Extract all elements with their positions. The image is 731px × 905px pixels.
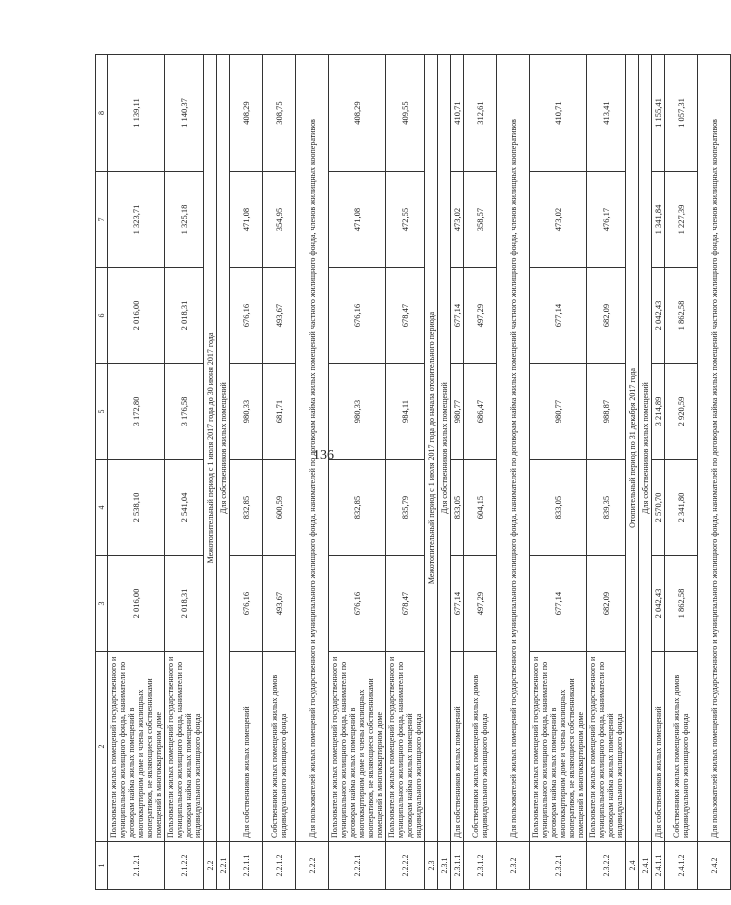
value-cell: 473,02 — [451, 172, 464, 268]
section-heading: Для пользователей жилых помещений государственного и муниципального жилищного фонда, нанимателей по договорам найма жилых помещений частного жилищного фонда, членов жилищных кооперативов — [698, 55, 731, 842]
row-code: 2.3.2.2 — [587, 842, 626, 890]
value-cell: 354,95 — [263, 172, 296, 268]
row-code: 2.3.1.2 — [464, 842, 497, 890]
value-cell: 2 016,00 — [108, 556, 165, 652]
value-cell: 988,87 — [587, 364, 626, 460]
table-row — [386, 55, 425, 890]
header-cell: 2 — [96, 652, 108, 842]
value-cell: 410,71 — [530, 55, 587, 172]
row-code: 2.4 — [626, 842, 639, 890]
section-heading: Для собственников жилых помещений — [639, 55, 652, 842]
section-heading: Для пользователей жилых помещений государственного и муниципального жилищного фонда, нанимателей по договорам найма жилых помещений частного жилищного фонда, членов жилищных кооперативов — [296, 55, 329, 842]
value-cell: 312,61 — [464, 55, 497, 172]
rotated-table-container — [95, 55, 719, 890]
value-cell: 493,67 — [263, 556, 296, 652]
value-cell: 600,59 — [263, 460, 296, 556]
value-cell: 2 920,59 — [665, 364, 698, 460]
row-code: 2.2.1.2 — [263, 842, 296, 890]
value-cell: 410,71 — [451, 55, 464, 172]
table-row — [438, 55, 451, 890]
value-cell: 3 214,89 — [652, 364, 665, 460]
table-row — [204, 55, 217, 890]
row-description: Пользователи жилых помещений государственного и муниципального жилищного фонда, наниматели по договорам найма жилых помещений в многоквартирном доме и члены жилищных кооперативов, не являющиеся собственниками помещений в многоквартирном доме — [108, 652, 165, 842]
value-cell: 408,29 — [329, 55, 386, 172]
section-heading: Для собственников жилых помещений — [438, 55, 451, 842]
value-cell: 1 227,39 — [665, 172, 698, 268]
row-description: Для собственников жилых помещений — [230, 652, 263, 842]
value-cell: 832,85 — [230, 460, 263, 556]
value-cell: 2 016,00 — [108, 268, 165, 364]
value-cell: 676,16 — [230, 268, 263, 364]
value-cell: 471,08 — [230, 172, 263, 268]
value-cell: 1 862,58 — [665, 268, 698, 364]
value-cell: 1 325,18 — [165, 172, 204, 268]
value-cell: 408,29 — [230, 55, 263, 172]
table-row — [217, 55, 230, 890]
value-cell: 2 541,04 — [165, 460, 204, 556]
row-code: 2.3 — [425, 842, 438, 890]
section-heading: Для собственников жилых помещений — [217, 55, 230, 842]
value-cell: 676,16 — [230, 556, 263, 652]
row-code: 2.2 — [204, 842, 217, 890]
value-cell: 2 018,31 — [165, 268, 204, 364]
header-cell: 4 — [96, 460, 108, 556]
value-cell: 677,14 — [451, 268, 464, 364]
value-cell: 832,85 — [329, 460, 386, 556]
table-row — [230, 55, 263, 890]
value-cell: 1 862,58 — [665, 556, 698, 652]
table-header-row — [96, 55, 108, 890]
row-code: 2.4.1.1 — [652, 842, 665, 890]
section-heading: Межотопительный период с 1 июля 2017 года до начала отопительного периода — [425, 55, 438, 842]
value-cell: 3 172,80 — [108, 364, 165, 460]
table-row — [626, 55, 639, 890]
row-code: 2.2.1 — [217, 842, 230, 890]
value-cell: 2 018,31 — [165, 556, 204, 652]
header-cell: 7 — [96, 172, 108, 268]
value-cell: 493,67 — [263, 268, 296, 364]
row-code: 2.2.1.1 — [230, 842, 263, 890]
tariff-table — [95, 54, 731, 890]
value-cell: 2 538,10 — [108, 460, 165, 556]
value-cell: 839,35 — [587, 460, 626, 556]
value-cell: 409,55 — [386, 55, 425, 172]
rotated-table — [95, 55, 719, 890]
row-code: 2.3.2.1 — [530, 842, 587, 890]
table-row — [530, 55, 587, 890]
value-cell: 676,16 — [329, 268, 386, 364]
value-cell: 1 341,84 — [652, 172, 665, 268]
row-code: 2.2.2 — [296, 842, 329, 890]
row-code: 2.4.2 — [698, 842, 731, 890]
header-cell: 5 — [96, 364, 108, 460]
value-cell: 682,09 — [587, 556, 626, 652]
row-code: 2.2.2.2 — [386, 842, 425, 890]
value-cell: 413,41 — [587, 55, 626, 172]
value-cell: 835,79 — [386, 460, 425, 556]
table-row — [108, 55, 165, 890]
table-row — [464, 55, 497, 890]
value-cell: 676,16 — [329, 556, 386, 652]
row-description: Пользователи жилых помещений государственного и муниципального жилищного фонда, наниматели по договорам найма жилых помещений в многоквартирном доме и члены жилищных кооперативов, не являющиеся собственниками помещений в многоквартирном доме — [329, 652, 386, 842]
header-cell: 8 — [96, 55, 108, 172]
table-row — [639, 55, 652, 890]
value-cell: 678,47 — [386, 268, 425, 364]
table-row — [698, 55, 731, 890]
row-description: Для собственников жилых помещений — [652, 652, 665, 842]
table-row — [329, 55, 386, 890]
value-cell: 604,15 — [464, 460, 497, 556]
value-cell: 2 042,43 — [652, 556, 665, 652]
page-number: 136 — [313, 448, 334, 463]
value-cell: 681,71 — [263, 364, 296, 460]
value-cell: 984,11 — [386, 364, 425, 460]
table-row — [665, 55, 698, 890]
value-cell: 980,33 — [329, 364, 386, 460]
value-cell: 472,55 — [386, 172, 425, 268]
value-cell: 3 176,58 — [165, 364, 204, 460]
value-cell: 677,14 — [530, 268, 587, 364]
value-cell: 358,57 — [464, 172, 497, 268]
value-cell: 980,77 — [530, 364, 587, 460]
row-code: 2.1.2.2 — [165, 842, 204, 890]
row-description: Для собственников жилых помещений — [451, 652, 464, 842]
row-description: Пользователи жилых помещений государственного и муниципального жилищного фонда, наниматели по договорам найма жилых помещений индивидуального жилищного фонда — [386, 652, 425, 842]
value-cell: 2 570,70 — [652, 460, 665, 556]
value-cell: 1 323,71 — [108, 172, 165, 268]
header-cell: 6 — [96, 268, 108, 364]
value-cell: 471,08 — [329, 172, 386, 268]
table-row — [652, 55, 665, 890]
table-row — [296, 55, 329, 890]
value-cell: 1 140,37 — [165, 55, 204, 172]
row-code: 2.3.1.1 — [451, 842, 464, 890]
header-cell: 3 — [96, 556, 108, 652]
value-cell: 1 139,11 — [108, 55, 165, 172]
row-code: 2.4.1 — [639, 842, 652, 890]
value-cell: 678,47 — [386, 556, 425, 652]
value-cell: 677,14 — [451, 556, 464, 652]
row-code: 2.2.2.1 — [329, 842, 386, 890]
value-cell: 833,05 — [530, 460, 587, 556]
table-row — [587, 55, 626, 890]
value-cell: 308,75 — [263, 55, 296, 172]
table-row — [263, 55, 296, 890]
row-description: Собственники жилых помещений жилых домов индивидуального жилищного фонда — [665, 652, 698, 842]
value-cell: 1 057,31 — [665, 55, 698, 172]
row-description: Пользователи жилых помещений государственного и муниципального жилищного фонда, наниматели по договорам найма жилых помещений индивидуального жилищного фонда — [165, 652, 204, 842]
value-cell: 497,29 — [464, 556, 497, 652]
value-cell: 2 341,80 — [665, 460, 698, 556]
row-description: Пользователи жилых помещений государственного и муниципального жилищного фонда, наниматели по договорам найма жилых помещений индивидуального жилищного фонда — [587, 652, 626, 842]
row-description: Собственники жилых помещений жилых домов индивидуального жилищного фонда — [464, 652, 497, 842]
row-code: 2.3.1 — [438, 842, 451, 890]
value-cell: 2 042,43 — [652, 268, 665, 364]
value-cell: 1 155,41 — [652, 55, 665, 172]
table-row — [497, 55, 530, 890]
table-row — [425, 55, 438, 890]
value-cell: 686,47 — [464, 364, 497, 460]
section-heading: Отопительный период по 31 декабря 2017 года — [626, 55, 639, 842]
table-row — [165, 55, 204, 890]
section-heading: Для пользователей жилых помещений государственного и муниципального жилищного фонда, нанимателей по договорам найма жилых помещений частного жилищного фонда, членов жилищных кооперативов — [497, 55, 530, 842]
row-code: 2.3.2 — [497, 842, 530, 890]
value-cell: 473,02 — [530, 172, 587, 268]
value-cell: 677,14 — [530, 556, 587, 652]
row-description: Пользователи жилых помещений государственного и муниципального жилищного фонда, наниматели по договорам найма жилых помещений в многоквартирном доме и члены жилищных кооперативов, не являющиеся собственниками помещений в многоквартирном доме — [530, 652, 587, 842]
value-cell: 980,77 — [451, 364, 464, 460]
section-heading: Межотопительный период с 1 июля 2017 года до 30 июня 2017 года — [204, 55, 217, 842]
header-cell: 1 — [96, 842, 108, 890]
row-description: Собственники жилых помещений жилых домов индивидуального жилищного фонда — [263, 652, 296, 842]
value-cell: 980,33 — [230, 364, 263, 460]
value-cell: 476,17 — [587, 172, 626, 268]
value-cell: 497,29 — [464, 268, 497, 364]
table-row — [451, 55, 464, 890]
row-code: 2.1.2.1 — [108, 842, 165, 890]
value-cell: 682,09 — [587, 268, 626, 364]
row-code: 2.4.1.2 — [665, 842, 698, 890]
value-cell: 833,05 — [451, 460, 464, 556]
